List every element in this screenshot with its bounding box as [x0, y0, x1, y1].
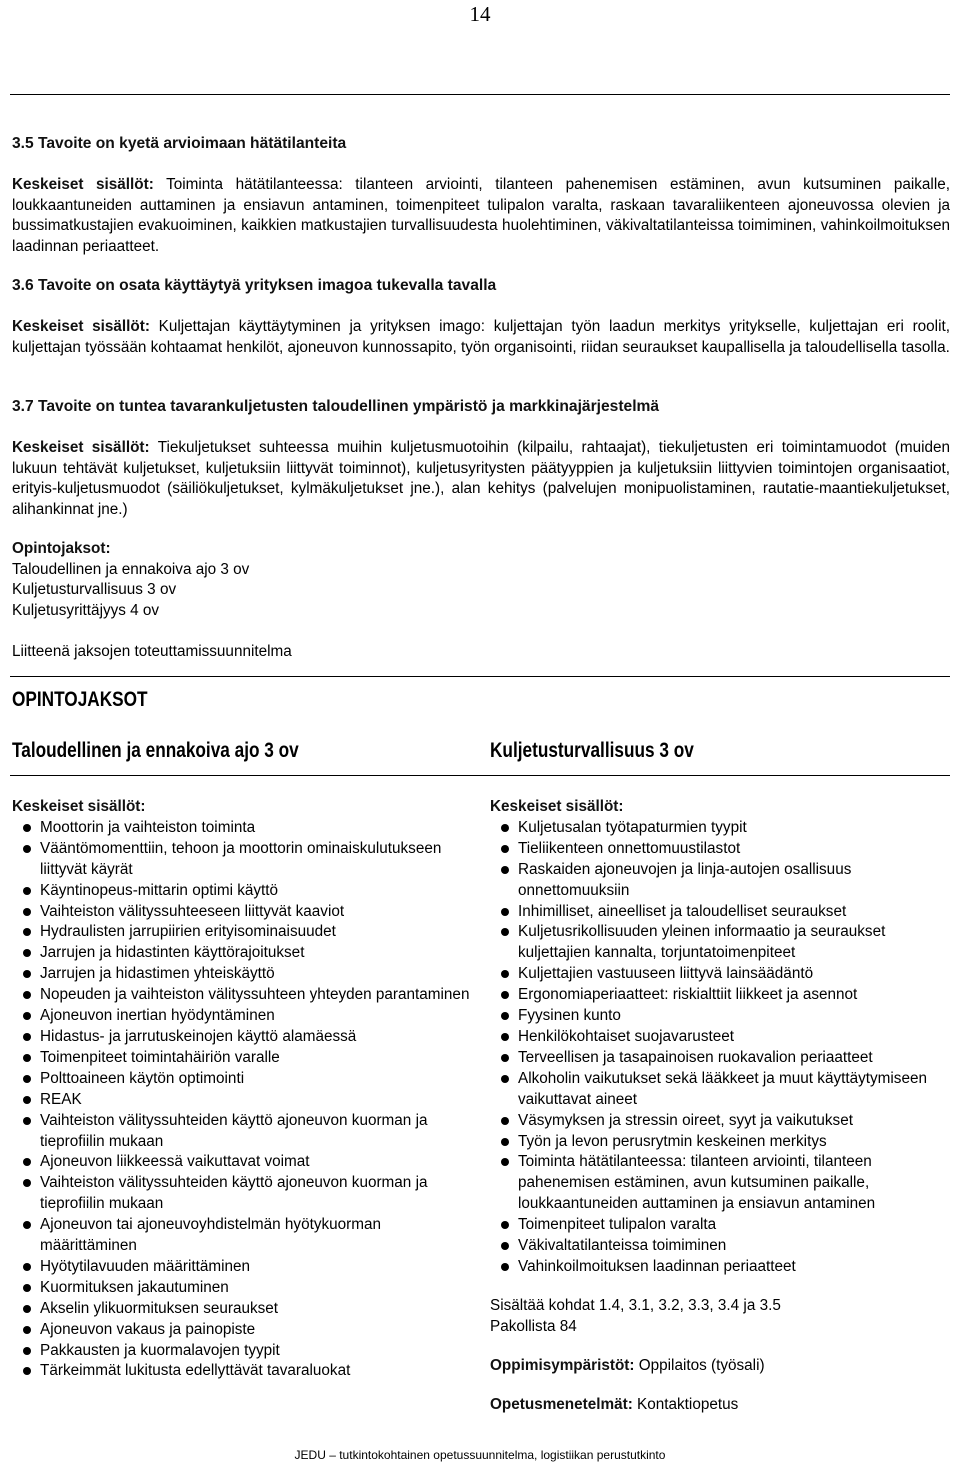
content-list-item: Terveellisen ja tasapainoisen ruokavalion periaatteet	[490, 1048, 950, 1069]
content-list-item: Fyysinen kunto	[490, 1006, 950, 1027]
section-3-7-content	[12, 438, 950, 520]
content-list-item: Toimenpiteet tulipalon varalta	[490, 1215, 950, 1236]
right-column	[490, 797, 950, 1415]
content-list-item: Vahinkoilmoituksen laadinnan periaatteet	[490, 1257, 950, 1278]
content-list-item: Nopeuden ja vaihteiston välityssuhteen yhteyden parantaminen	[12, 985, 470, 1006]
study-unit-item: Kuljetusturvallisuus 3 ov	[12, 581, 177, 599]
left-column-title: Taloudellinen ja ennakoiva ajo 3 ov	[12, 739, 299, 762]
content-list-item: Tieliikenteen onnettomuustilastot	[490, 839, 950, 860]
columns-rule	[10, 775, 950, 776]
content-list-item: Ajoneuvon inertian hyödyntäminen	[12, 1006, 470, 1027]
content-list-item: Väsymyksen ja stressin oireet, syyt ja vaikutukset	[490, 1111, 950, 1132]
learning-environments	[490, 1356, 950, 1377]
main-title: OPINTOJAKSOT	[12, 688, 148, 711]
content-list-item: Kuormituksen jakautuminen	[12, 1278, 470, 1299]
included-sections: Sisältää kohdat 1.4, 3.1, 3.2, 3.3, 3.4 ja 3.5	[490, 1296, 781, 1314]
left-content-list	[12, 818, 470, 1382]
content-list-item: Työn ja levon perusrytmin keskeinen merkitys	[490, 1132, 950, 1153]
section-3-5-heading: 3.5 Tavoite on kyetä arvioimaan hätätilanteita	[12, 135, 347, 152]
key-content-label: Keskeiset sisällöt:	[490, 798, 624, 815]
appendix-note: Liitteenä jaksojen toteuttamissuunnitelma	[12, 642, 292, 660]
left-column	[12, 797, 470, 1382]
study-unit-item: Kuljetusyrittäjyys 4 ov	[12, 601, 160, 619]
content-list-item: REAK	[12, 1090, 470, 1111]
content-list-item: Hyötytilavuuden määrittäminen	[12, 1257, 470, 1278]
section-3-6-content	[12, 317, 950, 358]
content-list-item: Kuljetusalan työtapaturmien tyypit	[490, 818, 950, 839]
key-content-label: Keskeiset sisällöt:	[12, 798, 146, 815]
content-list-item: Inhimilliset, aineelliset ja taloudelliset seuraukset	[490, 902, 950, 923]
content-list-item: Jarrujen ja hidastimen yhteiskäyttö	[12, 964, 470, 985]
learning-environments-value: Oppilaitos (työsali)	[634, 1356, 765, 1374]
study-units	[12, 539, 950, 663]
content-list-item: Ajoneuvon vakaus ja painopiste	[12, 1320, 470, 1341]
content-list-item: Raskaiden ajoneuvojen ja linja-autojen osallisuus onnettomuuksiin	[490, 860, 950, 902]
content-list-item: Vaihteiston välityssuhteeseen liittyvät kaaviot	[12, 902, 470, 923]
study-units-label: Opintojaksot:	[12, 540, 111, 557]
content-list-item: Alkoholin vaikutukset sekä lääkkeet ja muut käyttäytymiseen vaikuttavat aineet	[490, 1069, 950, 1111]
page-number: 14	[469, 2, 491, 26]
teaching-methods	[490, 1395, 950, 1416]
content-list-item: Vaihteiston välityssuhteiden käyttö ajoneuvon kuorman ja tieprofiilin mukaan	[12, 1111, 470, 1153]
content-list-item: Vaihteiston välityssuhteiden käyttö ajoneuvon kuorman ja tieprofiilin mukaan	[12, 1173, 470, 1215]
content-list-item: Vääntömomenttiin, tehoon ja moottorin ominaiskulutukseen liittyvät käyrät	[12, 839, 470, 881]
content-list-item: Ergonomiaperiaatteet: riskialttiit liikkeet ja asennot	[490, 985, 950, 1006]
section-3-7-heading: 3.7 Tavoite on tuntea tavarankuljetusten taloudellinen ympäristö ja markkinajärjestelmä	[12, 398, 660, 415]
content-list-item: Toiminta hätätilanteessa: tilanteen arviointi, tilanteen pahenemisen estäminen, avun kutsuminen paikalle, loukkaantuneiden auttaminen ja ensiavun antaminen	[490, 1152, 950, 1215]
content-list-item: Kuljetusrikollisuuden yleinen informaatio ja seuraukset kuljettajien kannalta, torjuntatoimenpiteet	[490, 922, 950, 964]
content-list-item: Väkivaltatilanteissa toimiminen	[490, 1236, 950, 1257]
page-footer: JEDU – tutkintokohtainen opetussuunnitelma, logistiikan perustutkinto	[294, 1448, 666, 1462]
section-3-5	[12, 134, 950, 258]
section-3-7-text: Tiekuljetukset suhteessa muihin kuljetusmuotoihin (kilpailu, rahtaajat), tiekuljetusten eri toimintamuodot (muiden lukuun tehtävät kuljetukset, kuljetuksiin liittyvät toiminnot), kuljetusyritysten päätyyppien ja kuljetuksiin liittyvien toimintojen organisaatiot, erityis-kuljetusmuodot (säiliökuljetukset, kylmäkuljetukset jne.), alan kehitys (palvelujen monipuolistaminen, rautatie-maantiekuljetukset, alihankinnat jne.)	[12, 439, 950, 518]
content-list-item: Ajoneuvon liikkeessä vaikuttavat voimat	[12, 1152, 470, 1173]
section-3-5-content	[12, 175, 950, 257]
key-content-label: Keskeiset sisällöt:	[12, 439, 150, 457]
content-list-item: Kuljettajien vastuuseen liittyvä lainsäädäntö	[490, 964, 950, 985]
header-rule	[10, 94, 950, 95]
key-content-label: Keskeiset sisällöt:	[12, 318, 150, 336]
content-list-item: Käyntinopeus-mittarin optimi käyttö	[12, 881, 470, 902]
content-list-item: Tärkeimmät lukitusta edellyttävät tavaraluokat	[12, 1361, 470, 1382]
right-column-title: Kuljetusturvallisuus 3 ov	[490, 739, 694, 762]
content-list-item: Ajoneuvon tai ajoneuvoyhdistelmän hyötykuorman määrittäminen	[12, 1215, 470, 1257]
section-3-7	[12, 397, 950, 521]
study-unit-item: Taloudellinen ja ennakoiva ajo 3 ov	[12, 560, 250, 578]
section-rule	[10, 676, 950, 677]
content-list-item: Hydraulisten jarrupiirien erityisominaisuudet	[12, 922, 470, 943]
content-list-item: Polttoaineen käytön optimointi	[12, 1069, 470, 1090]
section-3-6-heading: 3.6 Tavoite on osata käyttäytyä yrityksen imagoa tukevalla tavalla	[12, 277, 497, 294]
teaching-methods-label: Opetusmenetelmät:	[490, 1395, 633, 1413]
right-content-list	[490, 818, 950, 1278]
content-list-item: Moottorin ja vaihteiston toiminta	[12, 818, 470, 839]
key-content-label: Keskeiset sisällöt:	[12, 176, 154, 194]
content-list-item: Henkilökohtaiset suojavarusteet	[490, 1027, 950, 1048]
learning-environments-label: Oppimisympäristöt:	[490, 1356, 635, 1374]
content-list-item: Hidastus- ja jarrutuskeinojen käyttö alamäessä	[12, 1027, 470, 1048]
content-list-item: Toimenpiteet toimintahäiriön varalle	[12, 1048, 470, 1069]
content-list-item: Akselin ylikuormituksen seuraukset	[12, 1299, 470, 1320]
content-list-item: Pakkausten ja kuormalavojen tyypit	[12, 1341, 470, 1362]
teaching-methods-value: Kontaktiopetus	[632, 1395, 739, 1413]
section-3-5-text: Toiminta hätätilanteessa: tilanteen arviointi, tilanteen pahenemisen estäminen, avun kutsuminen paikalle, loukkaantuneiden auttaminen ja ensiavun antaminen, toimenpiteet tulipalon varalta, raskaan tavaraliikenteen ajoneuvossa olevien ja bussimatkustajien evakuoiminen, kaikkien matkustajien turvallisuudesta huolehtiminen, väkivaltatilanteissa toimiminen, vahinkoilmoituksen laadinnan periaatteet.	[12, 176, 950, 255]
mandatory-amount: Pakollista 84	[490, 1317, 577, 1335]
section-3-6-text: Kuljettajan käyttäytyminen ja yrityksen imago: kuljettajan työn laadun merkitys yritykselle, kuljettajan eri roolit, kuljettajan työssään kohtaamat henkilöt, ajoneuvon kunnossapito, työn organisointi, riidan seuraukset kaupallisella ja taloudellisella tasolla.	[12, 318, 950, 356]
content-list-item: Jarrujen ja hidastinten käyttörajoitukset	[12, 943, 470, 964]
section-3-6	[12, 276, 950, 358]
